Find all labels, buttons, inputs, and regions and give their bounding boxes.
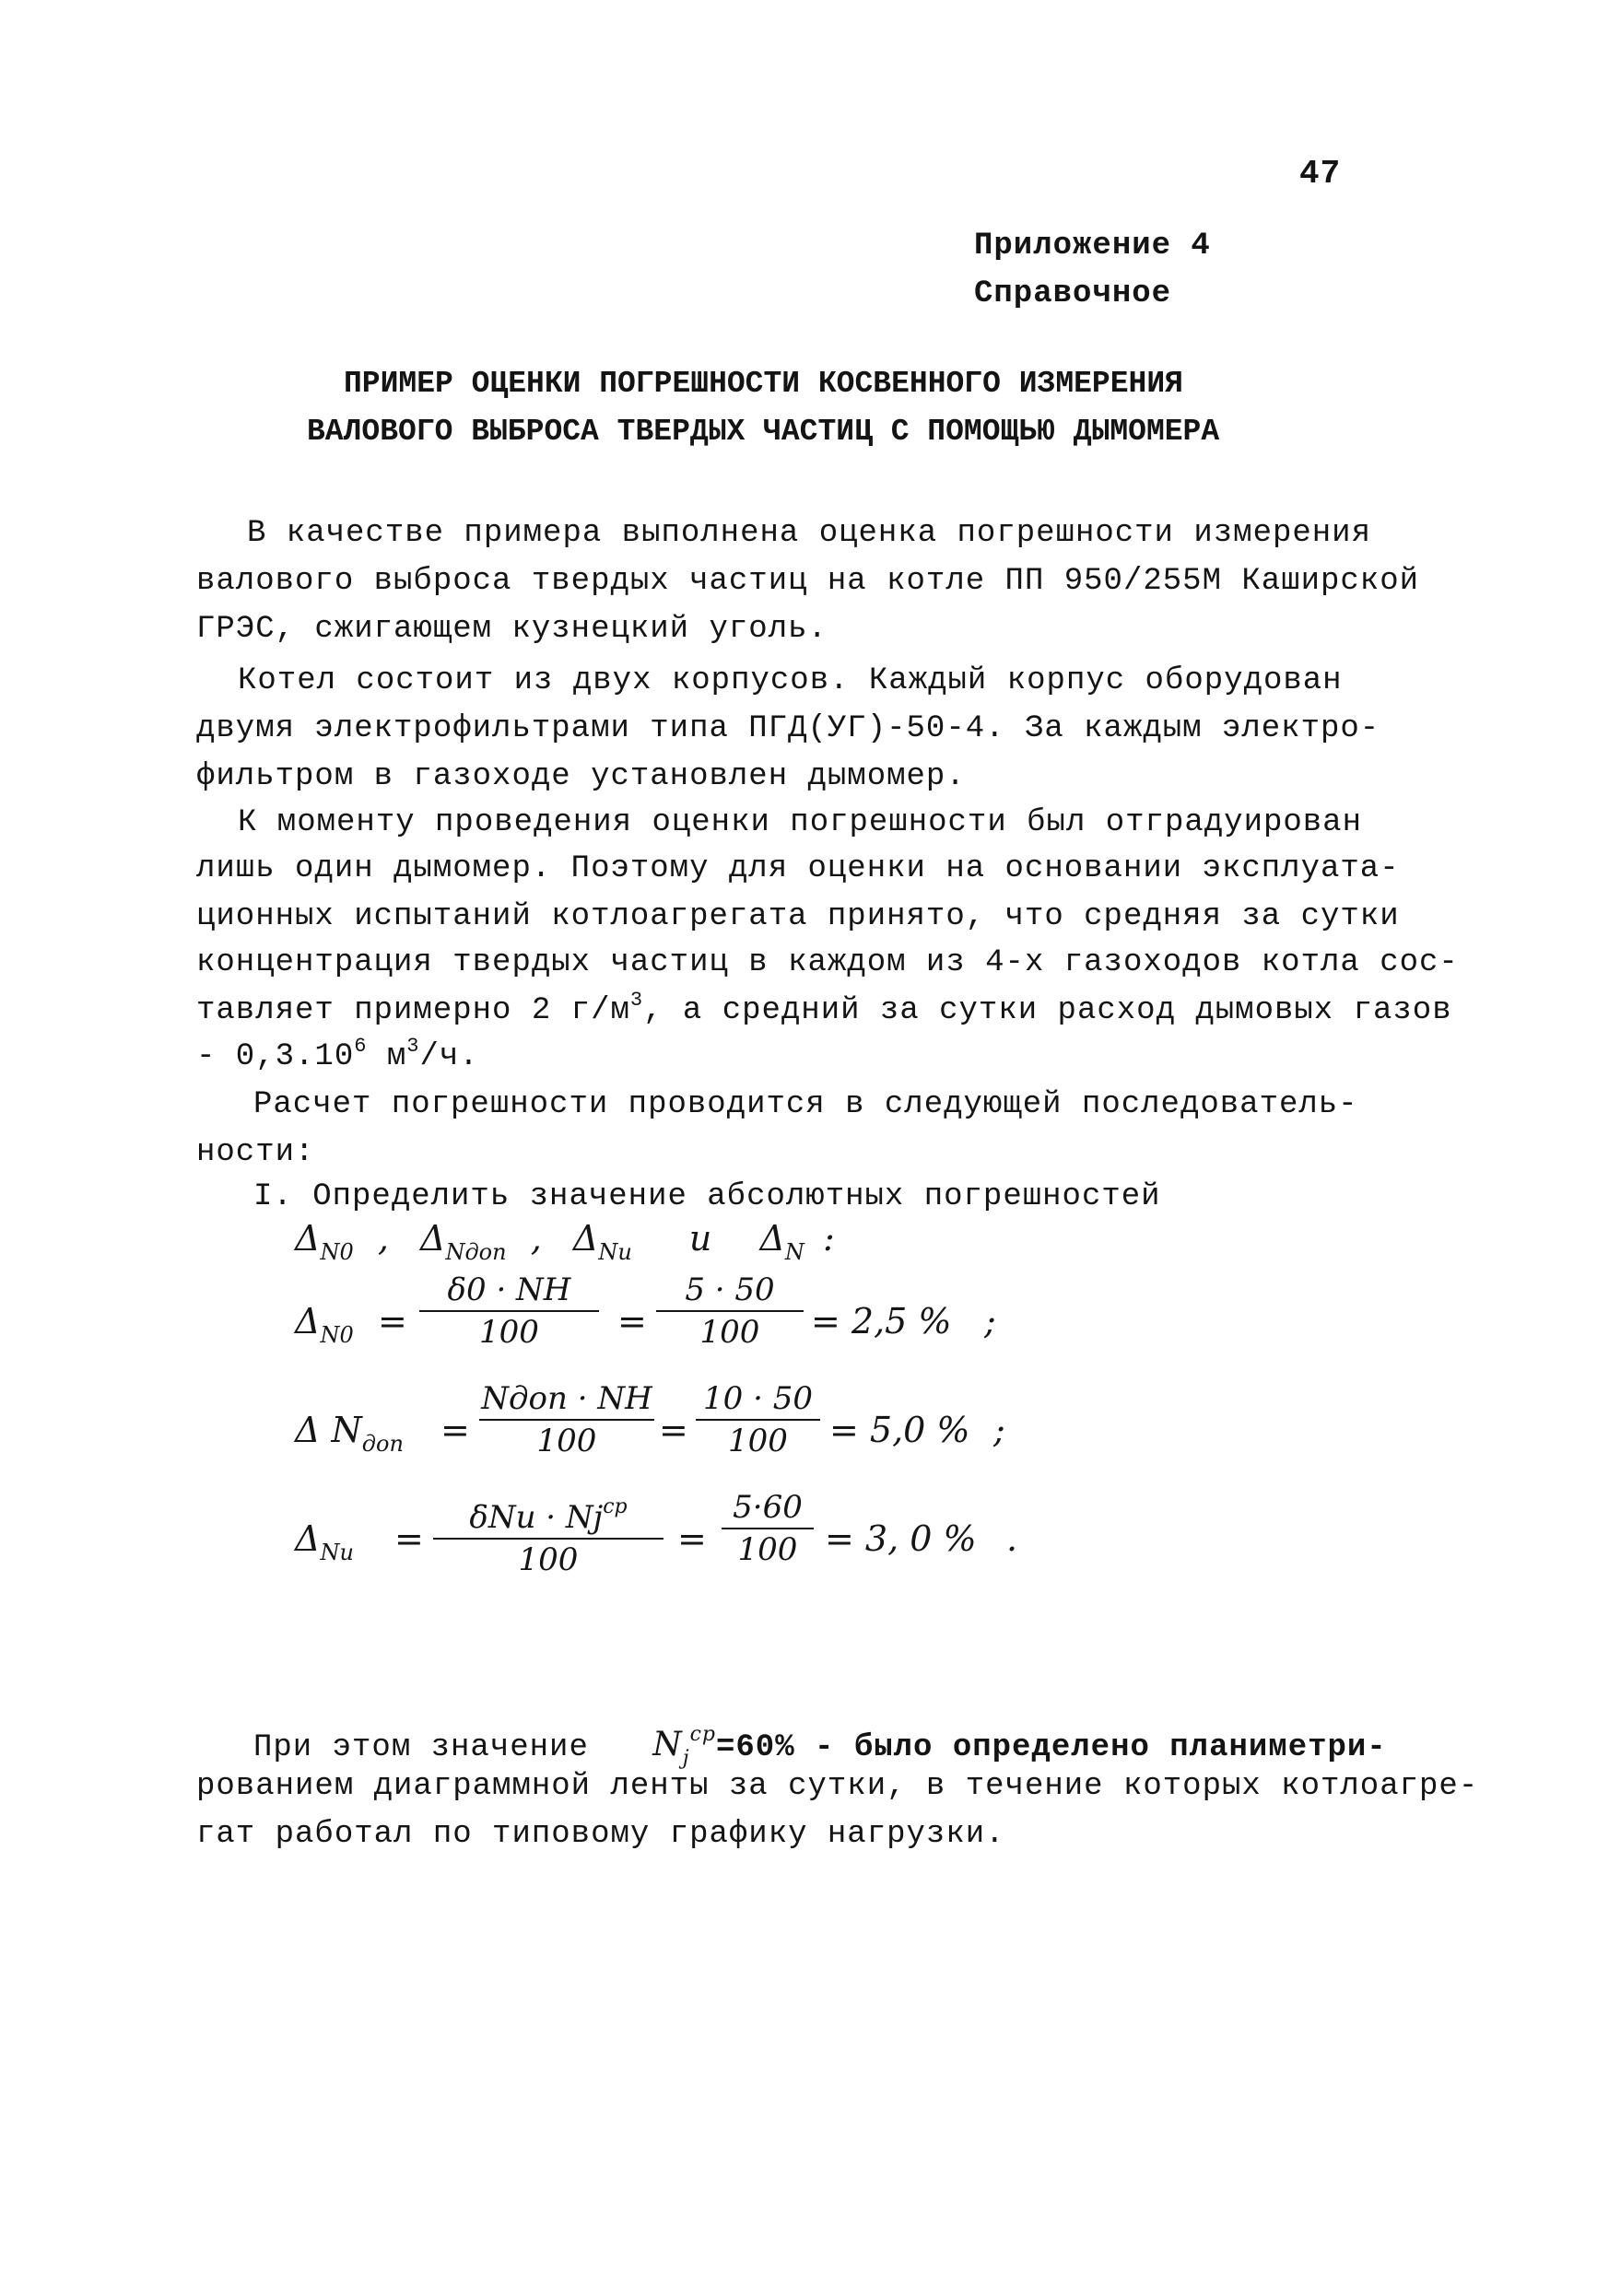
formula-1-result: = 2,5 %	[811, 1301, 952, 1341]
title-line-2: ВАЛОВОГО ВЫБРОСА ТВЕРДЫХ ЧАСТИЦ С ПОМОЩЬЮ ДЫМОМЕРА	[307, 415, 1220, 449]
formula-2-fraction: Nдоп · NH 100	[479, 1380, 654, 1459]
formula-2-lhs: Δ $N_{доп}$	[295, 1410, 404, 1457]
formula-1-end: ;	[984, 1301, 996, 1341]
appendix-type: Справочное	[974, 276, 1172, 311]
paragraph-5-line-1: При этом значение $N_j^{ср}=60\%$ - было определено планиметри-	[253, 1723, 1387, 1770]
formula-2-eq: =	[440, 1410, 470, 1450]
formula-2-end: ;	[993, 1410, 1005, 1450]
formula-1-fraction-2: 5 · 50 100	[656, 1271, 804, 1351]
paragraph-3-line-1: К моменту проведения оценки погрешности был отградуирован	[238, 805, 1362, 840]
formula-2-fraction-2: 10 · 50 100	[696, 1380, 820, 1459]
paragraph-3-line-2: лишь один дымомер. Поэтому для оценки на основании эксплуата-	[196, 851, 1400, 886]
title-line-1: ПРИМЕР ОЦЕНКИ ПОГРЕШНОСТИ КОСВЕННОГО ИЗМЕРЕНИЯ	[344, 367, 1183, 401]
paragraph-5-line-2: рованием диаграммной ленты за сутки, в течение которых котлоагре-	[196, 1769, 1479, 1804]
formula-1-lhs: $\Delta_{N0}$	[295, 1301, 354, 1348]
formula-3-end: .	[1006, 1518, 1018, 1559]
paragraph-1-line-2: валового выброса твердых частиц на котле ПП 950/255М Каширской	[196, 564, 1420, 599]
paragraph-5-line-3: гат работал по типовому графику нагрузки.	[196, 1817, 1005, 1852]
paragraph-3-line-4: концентрация твердых частиц в каждом из 4-х газоходов котла сос-	[196, 945, 1459, 980]
formula-3-eq2: =	[677, 1518, 707, 1559]
paragraph-1-line-3: ГРЭС, сжигающем кузнецкий уголь.	[196, 612, 828, 647]
formula-1-eq2: =	[617, 1301, 647, 1341]
paragraph-2-line-2: двумя электрофильтрами типа ПГД(УГ)-50-4. За каждым электро-	[196, 711, 1380, 746]
paragraph-3-line-6: - 0,3.10$^6$ $м^3/ч$.	[196, 1035, 479, 1074]
step-1-text: I. Определить значение абсолютных погрешностей	[253, 1179, 1161, 1214]
paragraph-4-line-1: Расчет погрешности проводится в следующей последователь-	[253, 1087, 1358, 1122]
formula-3-lhs: $\Delta_{Nu}$	[295, 1518, 354, 1565]
symbols-line: $\Delta_{N0}$ , $\Delta_{Nдоп}$ , $\Delta_{Nu}$ и $\Delta_N$ :	[295, 1218, 835, 1265]
formula-3-eq: =	[394, 1518, 424, 1559]
appendix-label: Приложение 4	[974, 228, 1211, 264]
paragraph-2-line-1: Котел состоит из двух корпусов. Каждый корпус оборудован	[238, 663, 1343, 698]
formula-1-eq: =	[378, 1301, 407, 1341]
formula-3-result: = 3, 0 %	[825, 1518, 977, 1559]
formula-2-eq2: =	[659, 1410, 688, 1450]
formula-1-fraction: δ0 · NH 100	[419, 1271, 599, 1351]
page-number: 47	[1299, 155, 1342, 193]
formula-3-fraction: $\delta Nu \cdot Nj^{ср}$ 100	[433, 1489, 663, 1578]
paragraph-1-line-1: В качестве примера выполнена оценка погрешности измерения	[247, 516, 1371, 551]
paragraph-3-line-3: ционных испытаний котлоагрегата принято, что средняя за сутки	[196, 899, 1400, 934]
paragraph-2-line-3: фильтром в газоходе установлен дымомер.	[196, 759, 966, 794]
formula-2-result: = 5,0 %	[829, 1410, 970, 1450]
formula-3-fraction-2: 5·60 100	[722, 1489, 814, 1568]
paragraph-4-line-2: ности:	[196, 1135, 315, 1170]
paragraph-3-line-5: тавляет примерно 2 $г/м^3$, а средний за сутки расход дымовых газов	[196, 989, 1452, 1028]
